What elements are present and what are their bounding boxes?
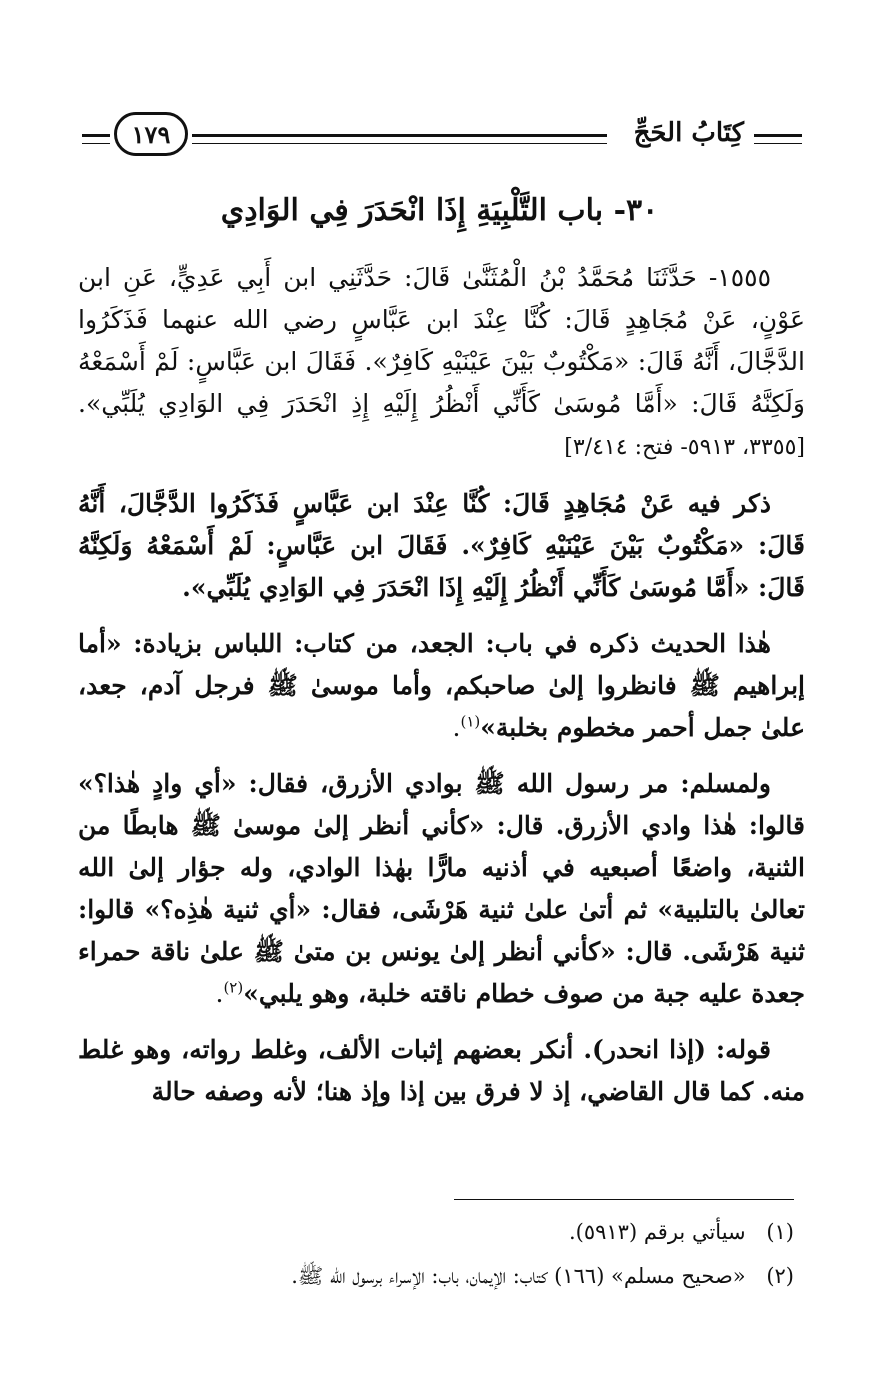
hadith-paragraph [78, 257, 805, 469]
commentary-paragraph-2: هٰذا الحديث ذكره في باب: الجعد، من كتاب: اللباس بزيادة: «أما إبراهيم ﷺ فانظروا إلىٰ صاحبكم، وأما موسىٰ ﷺ فرجل آدم، جعد، علىٰ جمل أحمر مخطوم بخلبة»$^{(١)}$. [78, 629, 805, 742]
footnote-separator [454, 1199, 794, 1200]
footnote-marker-1: (١) [460, 712, 481, 731]
commentary-text-2: هٰذا الحديث ذكره في باب: الجعد، من كتاب: اللباس بزيادة: «أما إبراهيم ﷺ فانظروا إلىٰ صاحبكم، وأما موسىٰ ﷺ فرجل آدم، جعد، علىٰ جمل أحمر مخطوم بخلبة» [78, 629, 805, 742]
footnote-marker-2: (٢) [223, 978, 244, 997]
footnote-1 [74, 1210, 794, 1254]
commentary-text-4: قوله: (إذا انحدر). أنكر بعضهم إثبات الألف، وغلط رواته، وهو غلط منه. كما قال القاضي، إذ لا فرق بين إذا وإذ هنا؛ لأنه وصفه حالة [78, 1035, 805, 1106]
footnote-text: «صحيح مسلم» (١٦٦) كتاب: الإيمان، باب: الإسراء برسول الله ﷺ. [291, 1264, 746, 1288]
header-rule-right [754, 134, 802, 144]
footnote-number: (١) [766, 1220, 794, 1244]
main-text [78, 257, 805, 1127]
commentary-paragraph-4 [78, 1029, 805, 1113]
header-rule-left [82, 134, 110, 144]
footnote-number: (٢) [766, 1264, 794, 1288]
footnotes [74, 1210, 794, 1298]
header-rule-middle [192, 134, 607, 144]
hadith-references: [٣٣٥٥، ٥٩١٣- فتح: ٣/٤١٤] [564, 435, 805, 460]
commentary-text-3: ولمسلم: مر رسول الله ﷺ بوادي الأزرق، فقال: «أي وادٍ هٰذا؟» قالوا: هٰذا وادي الأزرق. قال: «كأني أنظر إلىٰ موسىٰ ﷺ هابطًا من الثنية، واضعًا أصبعيه في أذنيه مارًّا بهٰذا الوادي، وله جؤار إلىٰ الله تعالىٰ بالتلبية» ثم أتىٰ علىٰ ثنية هَرْشَى، فقال: «أي ثنية هٰذِه؟» قالوا: ثنية هَرْشَى. قال: «كأني أنظر إلىٰ يونس بن متىٰ ﷺ علىٰ ناقة حمراء جعدة عليه جبة من صوف خطام ناقته خلبة، وهو يلبي» [78, 769, 806, 1008]
hadith-text: ١٥٥٥- حَدَّثَنَا مُحَمَّدُ بْنُ الْمُثَنَّىٰ قَالَ: حَدَّثَنِي ابن أَبِي عَدِيٍّ، عَنِ ابن عَوْنٍ، عَنْ مُجَاهِدٍ قَالَ: كُنَّا عِنْدَ ابن عَبَّاسٍ رضي الله عنهما فَذَكَرُوا الدَّجَّالَ، أَنَّهُ قَالَ: «مَكْتُوبٌ بَيْنَ عَيْنَيْهِ كَافِرٌ». فَقَالَ ابن عَبَّاسٍ: لَمْ أَسْمَعْهُ وَلَكِنَّهُ قَالَ: «أَمَّا مُوسَىٰ كَأَنِّي أَنْظُرُ إِلَيْهِ إِذِ انْحَدَرَ فِي الوَادِي يُلَبِّي». [78, 263, 805, 418]
commentary-paragraph-1 [78, 483, 805, 609]
commentary-paragraph-3: ولمسلم: مر رسول الله ﷺ بوادي الأزرق، فقال: «أي وادٍ هٰذا؟» قالوا: هٰذا وادي الأزرق. قال: «كأني أنظر إلىٰ موسىٰ ﷺ هابطًا من الثنية، واضعًا أصبعيه في أذنيه مارًّا بهٰذا الوادي، وله جؤار إلىٰ الله تعالىٰ بالتلبية» ثم أتىٰ علىٰ ثنية هَرْشَى، فقال: «أي ثنية هٰذِه؟» قالوا: ثنية هَرْشَى. قال: «كأني أنظر إلىٰ يونس بن متىٰ ﷺ علىٰ ناقة حمراء جعدة عليه جبة من صوف خطام ناقته خلبة، وهو يلبي»$^{(٢)}$. [78, 769, 806, 1008]
chapter-title: ٣٠- باب التَّلْبِيَةِ إِذَا انْحَدَرَ فِي الوَادِي [220, 193, 659, 228]
page-number: ١٧٩ [114, 112, 188, 156]
commentary-text-1: ذكر فيه عَنْ مُجَاهِدٍ قَالَ: كُنَّا عِنْدَ ابن عَبَّاسٍ فَذَكَرُوا الدَّجَّالَ، أَنَّهُ قَالَ: «مَكْتُوبٌ بَيْنَ عَيْنَيْهِ كَافِرٌ». فَقَالَ ابن عَبَّاسٍ: لَمْ أَسْمَعْهُ وَلَكِنَّهُ قَالَ: «أَمَّا مُوسَىٰ كَأَنِّي أَنْظُرُ إِلَيْهِ إِذَا انْحَدَرَ فِي الوَادِي يُلَبِّي». [78, 489, 805, 602]
running-title: كِتَابُ الحَجِّ [633, 118, 744, 148]
page-header [82, 112, 802, 164]
footnote-2 [74, 1254, 794, 1298]
footnote-text: سيأتي برقم (٥٩١٣). [568, 1220, 746, 1244]
